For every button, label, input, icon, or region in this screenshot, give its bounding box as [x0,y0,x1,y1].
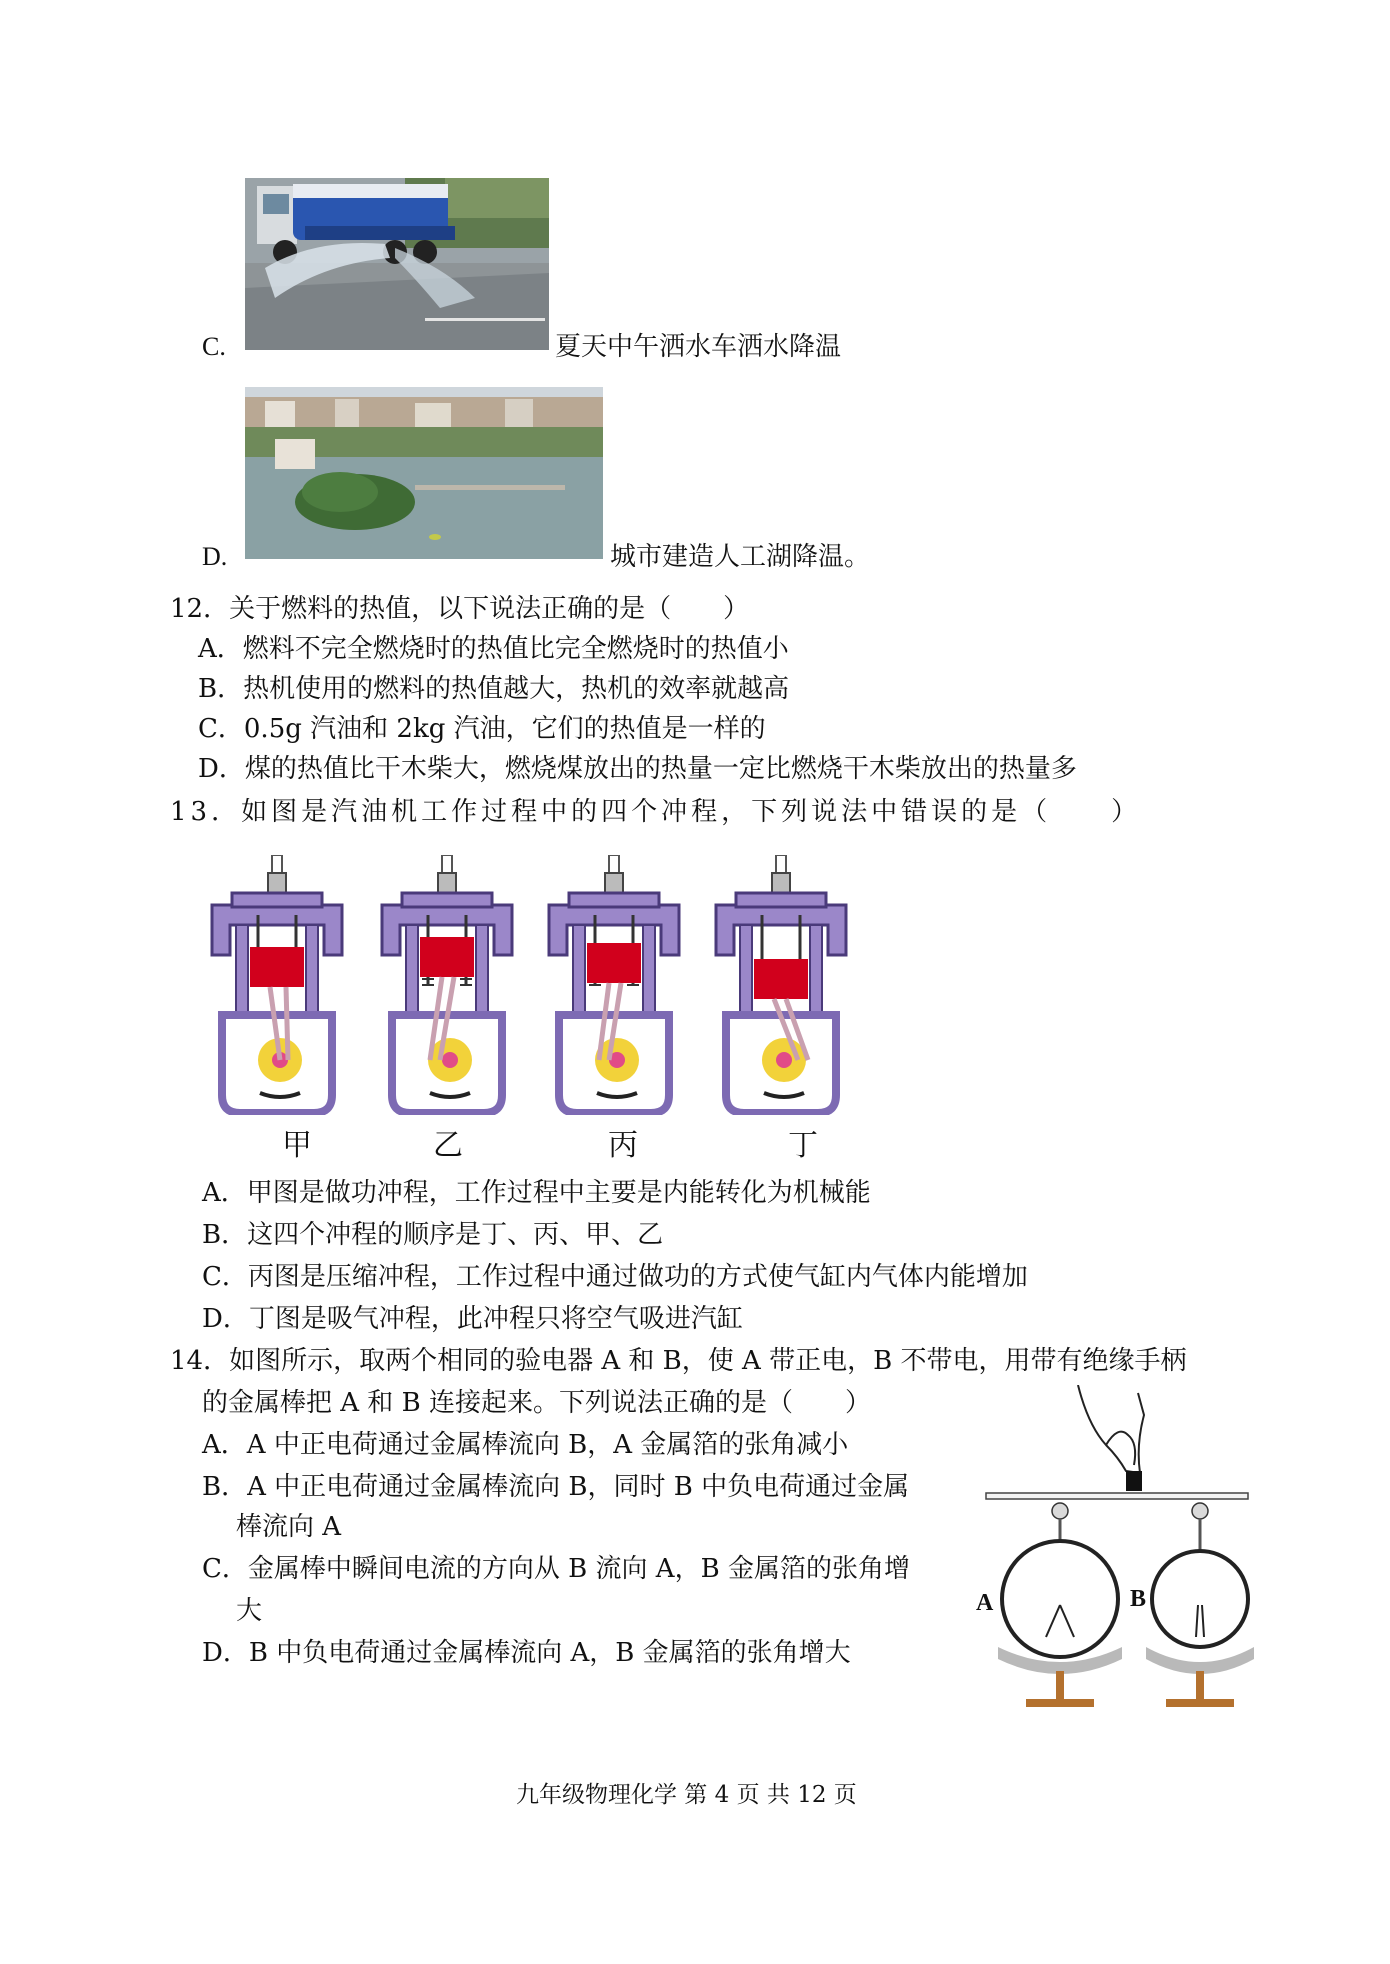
q13-option-a: A．甲图是做功冲程，工作过程中主要是内能转化为机械能 [202,1178,871,1208]
q14-stem-line2: 的金属棒把 A 和 B 连接起来。下列说法正确的是（ ） [202,1388,871,1418]
q14-option-a: A．A 中正电荷通过金属棒流向 B，A 金属箔的张角减小 [202,1430,849,1460]
q13-option-d: D．丁图是吸气冲程，此冲程只将空气吸进汽缸 [202,1304,743,1334]
q12-option-c: C．0.5g 汽油和 2kg 汽油，它们的热值是一样的 [198,714,766,744]
sprinkler-truck-photo [245,178,549,350]
q14-option-c-cont: 大 [236,1596,263,1626]
stroke-label-bing: 丙 [608,1128,638,1163]
q12-option-a: A．燃料不完全燃烧时的热值比完全燃烧时的热值小 [198,634,789,664]
engine-strokes-diagram [200,855,890,1115]
q14-option-b: B．A 中正电荷通过金属棒流向 B，同时 B 中负电荷通过金属 [202,1472,910,1502]
q11-option-d-text: 城市建造人工湖降温。 [610,542,871,572]
q13-stem: 13．如图是汽油机工作过程中的四个冲程，下列说法中错误的是（ ） [170,797,1142,827]
q12-stem: 12．关于燃料的热值，以下说法正确的是（ ） [170,594,750,624]
q13-option-c: C．丙图是压缩冲程，工作过程中通过做功的方式使气缸内气体内能增加 [202,1262,1028,1292]
q12-option-d: D．煤的热值比干木柴大，燃烧煤放出的热量一定比燃烧干木柴放出的热量多 [198,754,1077,784]
q14-option-b-cont: 棒流向 A [236,1512,342,1542]
q14-option-d: D．B 中负电荷通过金属棒流向 A，B 金属箔的张角增大 [202,1638,851,1668]
artificial-lake-photo [245,387,603,559]
q11-option-d-letter: D. [202,542,228,571]
q12-option-b: B．热机使用的燃料的热值越大，热机的效率就越高 [198,674,790,704]
electroscope-label-b: B [1130,1586,1147,1612]
electroscope-label-a: A [976,1590,994,1616]
q11-option-c-letter: C. [202,332,226,361]
q14-option-c: C．金属棒中瞬间电流的方向从 B 流向 A，B 金属箔的张角增 [202,1554,910,1584]
q11-option-c-text: 夏天中午洒水车洒水降温 [555,332,842,362]
stroke-label-ding: 丁 [788,1128,818,1163]
q13-option-b: B．这四个冲程的顺序是丁、丙、甲、乙 [202,1220,664,1250]
page-footer: 九年级物理化学 第 4 页 共 12 页 [516,1782,857,1808]
q14-stem-line1: 14．如图所示，取两个相同的验电器 A 和 B，使 A 带正电，B 不带电，用带有绝缘手柄 [170,1346,1187,1376]
stroke-label-jia: 甲 [282,1128,312,1163]
stroke-label-yi: 乙 [433,1128,463,1163]
electroscope-diagram [968,1385,1268,1710]
